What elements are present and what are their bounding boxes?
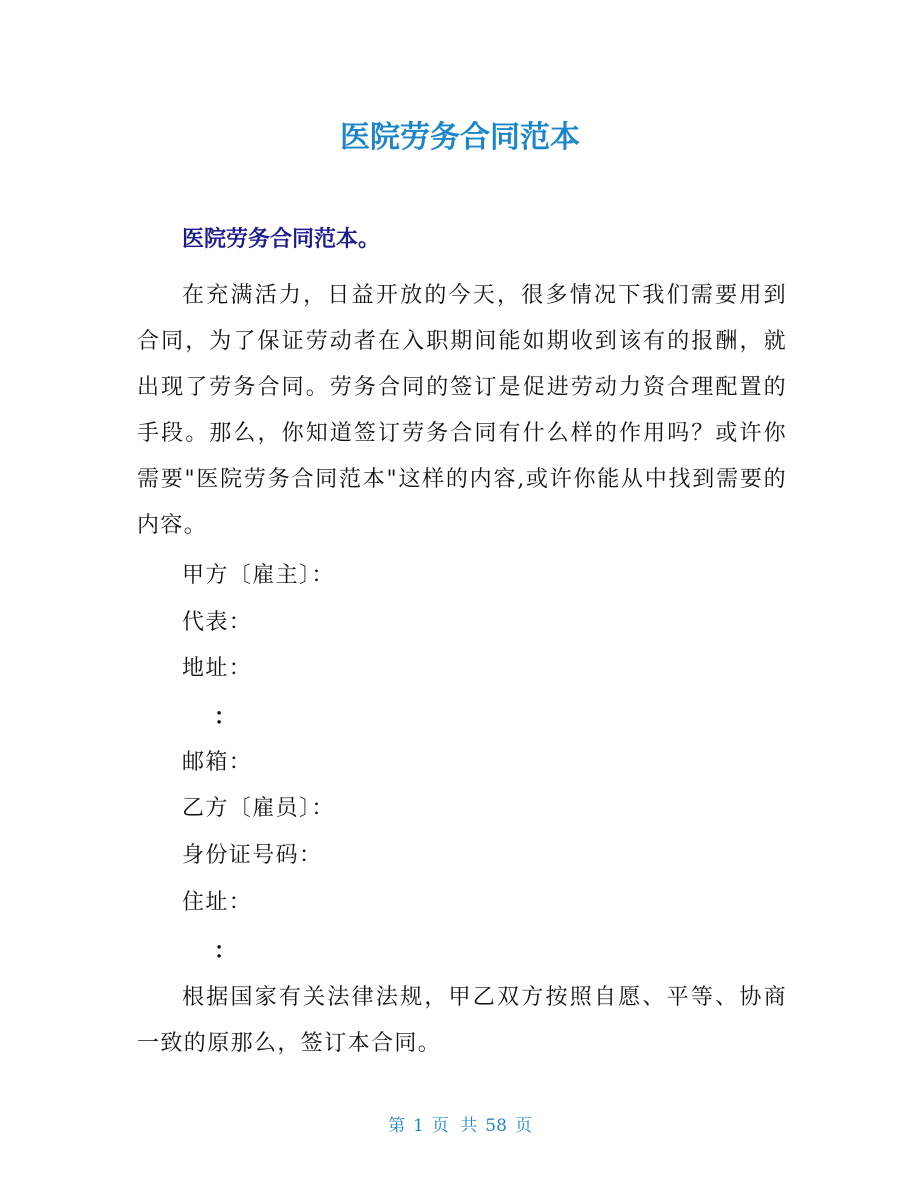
footer-current-page: 1 (413, 1116, 424, 1136)
address-field: 地址： (182, 656, 253, 681)
footer-label-of: 页 共 (431, 1116, 478, 1136)
document-title: 医院劳务合同范本 (340, 120, 580, 155)
footer-label-pages: 页 (514, 1116, 532, 1136)
closing-paragraph: 根据国家有关法律法规，甲乙双方按照自愿、平等、协商一致的原那么，签订本合同。 (137, 985, 787, 1056)
page-footer (0, 1112, 920, 1140)
residence-continuation: ： (214, 938, 237, 964)
party-a-field: 甲方〔雇主〕： (182, 563, 335, 588)
intro-paragraph: 在充满活力，日益开放的今天，很多情况下我们需要用到合同，为了保证劳动者在入职期间能如期收到该有的报酬，就出现了劳务合同。劳务合同的签订是促进劳动力资合理配置的手段。那么，你知道签订劳务合同有什么样的作用吗？或许你需要"医院劳务合同范本"这样的内容,或许你能从中找到需要的内容。 (137, 283, 787, 538)
document-subtitle: 医院劳务合同范本。 (182, 227, 381, 252)
residence-field: 住址： (182, 890, 253, 915)
id-number-field: 身份证号码： (182, 843, 323, 868)
footer-total-pages: 58 (485, 1116, 507, 1136)
representative-field: 代表： (182, 610, 253, 635)
postcode-field: 邮箱： (182, 750, 253, 775)
address-continuation: ： (214, 704, 237, 730)
party-b-field: 乙方〔雇员〕： (182, 796, 335, 821)
footer-label-page: 第 (388, 1116, 406, 1136)
